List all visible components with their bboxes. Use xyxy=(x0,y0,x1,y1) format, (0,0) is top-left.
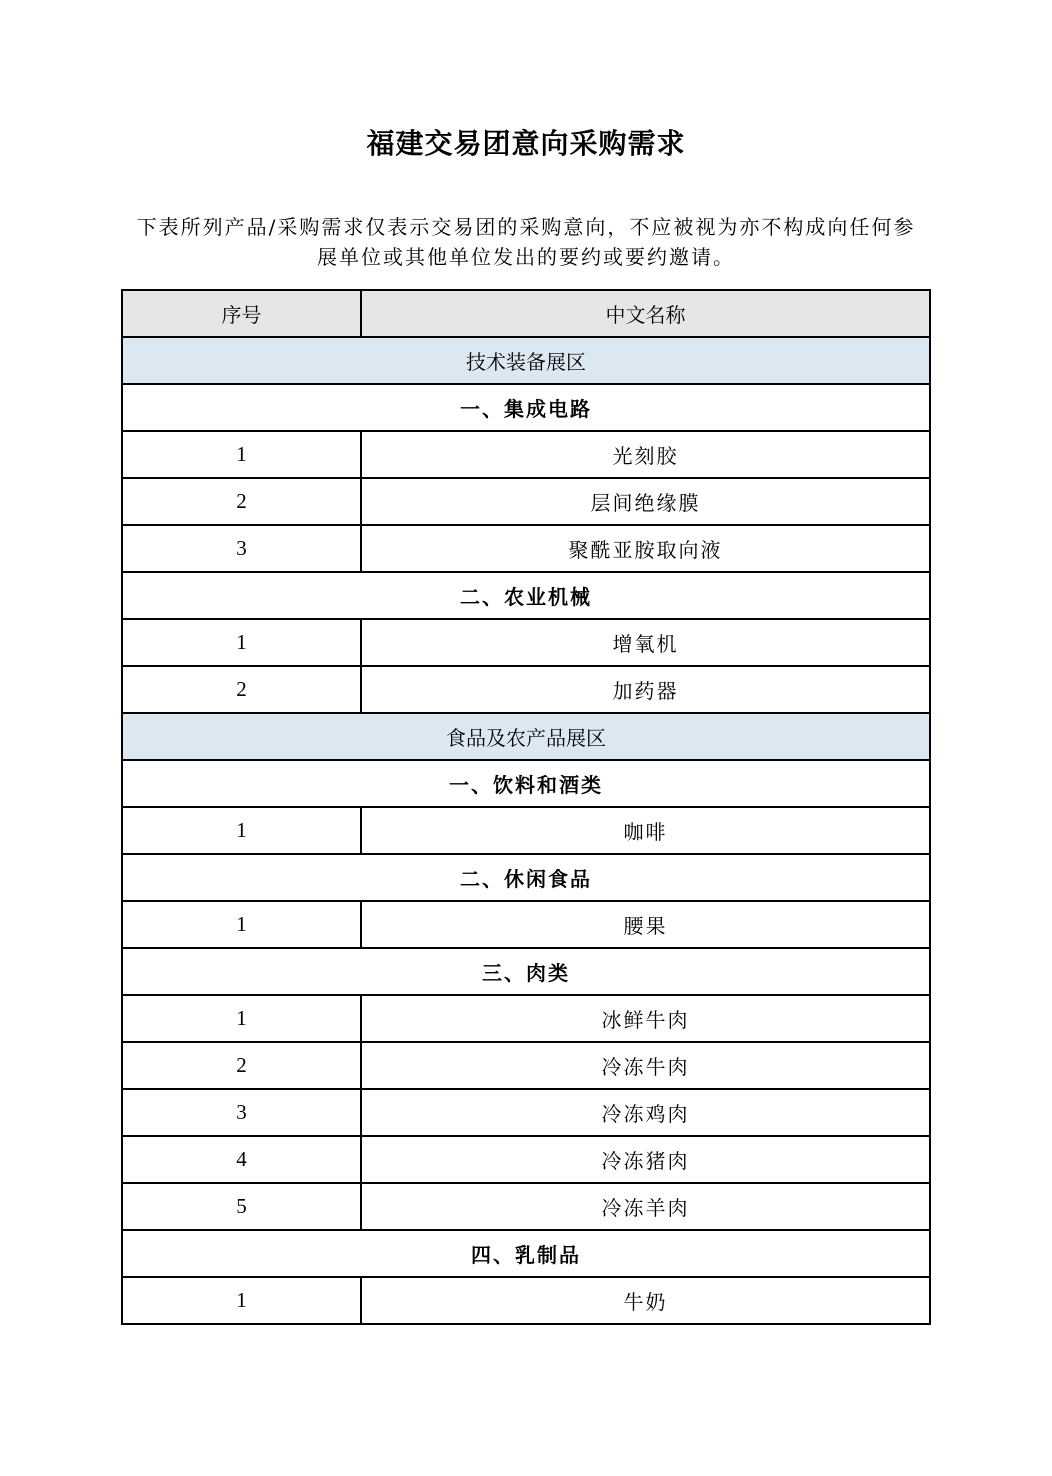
row-number: 4 xyxy=(122,1136,361,1183)
column-header-chinese-name: 中文名称 xyxy=(361,290,930,337)
category-label: 二、农业机械 xyxy=(122,572,930,619)
product-name: 聚酰亚胺取向液 xyxy=(361,525,930,572)
row-number: 1 xyxy=(122,995,361,1042)
category-label: 三、肉类 xyxy=(122,948,930,995)
category-row xyxy=(122,1230,930,1277)
table-row xyxy=(122,807,930,854)
product-name: 层间绝缘膜 xyxy=(361,478,930,525)
product-name: 冷冻羊肉 xyxy=(361,1183,930,1230)
product-name: 冷冻牛肉 xyxy=(361,1042,930,1089)
product-name: 光刻胶 xyxy=(361,431,930,478)
procurement-table xyxy=(121,289,931,1325)
row-number: 2 xyxy=(122,478,361,525)
category-row xyxy=(122,760,930,807)
product-name: 增氧机 xyxy=(361,619,930,666)
row-number: 1 xyxy=(122,619,361,666)
table-row xyxy=(122,1277,930,1324)
category-row xyxy=(122,572,930,619)
row-number: 1 xyxy=(122,1277,361,1324)
table-row xyxy=(122,431,930,478)
row-number: 1 xyxy=(122,901,361,948)
row-number: 3 xyxy=(122,1089,361,1136)
table-row xyxy=(122,525,930,572)
category-row xyxy=(122,384,930,431)
table-row xyxy=(122,1183,930,1230)
exhibit-zone-row xyxy=(122,337,930,384)
table-row xyxy=(122,1042,930,1089)
table-header-row xyxy=(122,290,930,337)
row-number: 2 xyxy=(122,1042,361,1089)
category-row xyxy=(122,948,930,995)
table-row xyxy=(122,1089,930,1136)
category-row xyxy=(122,854,930,901)
category-label: 一、集成电路 xyxy=(122,384,930,431)
row-number: 1 xyxy=(122,807,361,854)
product-name: 冷冻鸡肉 xyxy=(361,1089,930,1136)
category-label: 一、饮料和酒类 xyxy=(122,760,930,807)
category-label: 四、乳制品 xyxy=(122,1230,930,1277)
table-body xyxy=(122,337,930,1324)
product-name: 冷冻猪肉 xyxy=(361,1136,930,1183)
product-name: 腰果 xyxy=(361,901,930,948)
table-row xyxy=(122,619,930,666)
product-name: 冰鲜牛肉 xyxy=(361,995,930,1042)
table-row xyxy=(122,1136,930,1183)
page-title: 福建交易团意向采购需求 xyxy=(366,127,686,160)
product-name: 加药器 xyxy=(361,666,930,713)
product-name: 咖啡 xyxy=(361,807,930,854)
category-label: 二、休闲食品 xyxy=(122,854,930,901)
row-number: 2 xyxy=(122,666,361,713)
column-header-number: 序号 xyxy=(122,290,361,337)
row-number: 5 xyxy=(122,1183,361,1230)
row-number: 1 xyxy=(122,431,361,478)
exhibit-zone-label: 技术装备展区 xyxy=(122,337,930,384)
table-row xyxy=(122,901,930,948)
table-row xyxy=(122,666,930,713)
row-number: 3 xyxy=(122,525,361,572)
disclaimer-text: 下表所列产品/采购需求仅表示交易团的采购意向，不应被视为亦不构成向任何参展单位或其他单位发出的要约或要约邀请。 xyxy=(136,215,916,269)
table-row xyxy=(122,995,930,1042)
exhibit-zone-label: 食品及农产品展区 xyxy=(122,713,930,760)
product-name: 牛奶 xyxy=(361,1277,930,1324)
table-row xyxy=(122,478,930,525)
exhibit-zone-row xyxy=(122,713,930,760)
